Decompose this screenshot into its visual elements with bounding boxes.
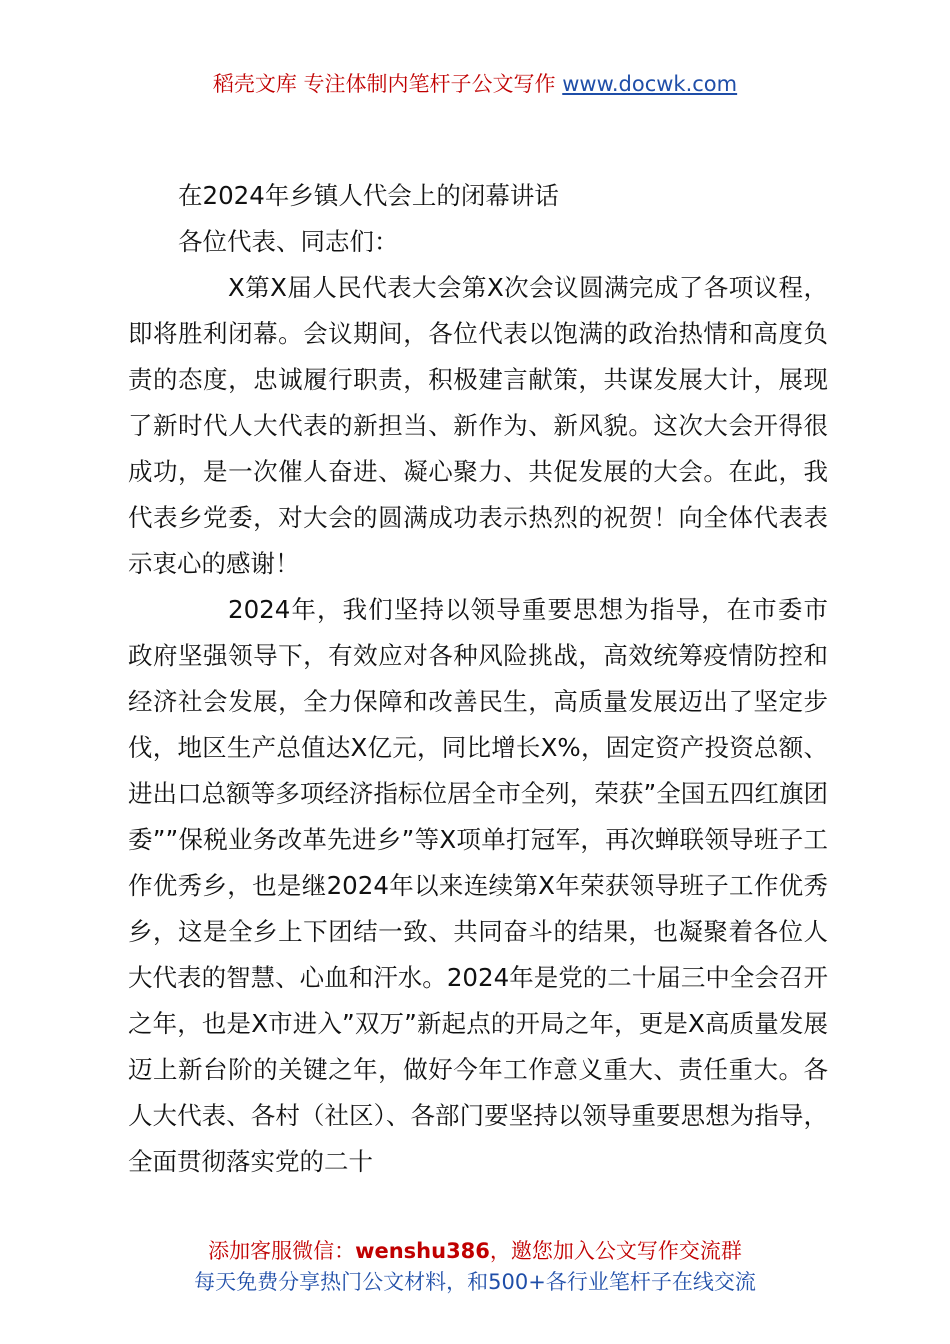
footer-share-line: 每天免费分享热门公文材料，和500+各行业笔杆子在线交流	[194, 1270, 756, 1294]
brand-slogan: 稻壳文库 专注体制内笔杆子公文写作	[212, 72, 556, 96]
footer-contact-line	[0, 1236, 950, 1267]
wechat-id: wenshu386	[355, 1239, 490, 1263]
salutation: 各位代表、同志们：	[178, 227, 399, 256]
footer-contact-suffix: ，邀您加入公文写作交流群	[489, 1239, 742, 1263]
document-title: 在2024年乡镇人代会上的闭幕讲话	[178, 181, 559, 210]
promo-footer	[0, 1236, 950, 1298]
footer-contact-prefix: 添加客服微信：	[208, 1239, 356, 1263]
website-link[interactable]: www.docwk.com	[562, 72, 738, 96]
document-body	[128, 173, 828, 1185]
paragraph: X第X届人民代表大会第X次会议圆满完成了各项议程，即将胜利闭幕。会议期间，各位代表以饱满的政治热情和高度负责的态度，忠诚履行职责，积极建言献策，共谋发展大计，展现了新时代人大代表的新担当、新作为、新风貌。这次大会开得很成功，是一次催人奋进、凝心聚力、共促发展的大会。在此，我代表乡党委，对大会的圆满成功表示热烈的祝贺！向全体代表表示衷心的感谢！	[128, 273, 828, 578]
document-header	[0, 68, 950, 100]
paragraph: 2024年，我们坚持以领导重要思想为指导，在市委市政府坚强领导下，有效应对各种风险挑战，高效统筹疫情防控和经济社会发展，全力保障和改善民生，高质量发展迈出了坚定步伐，地区生产总值达X亿元，同比增长X%，固定资产投资总额、进出口总额等多项经济指标位居全市全列，荣获”全国五四红旗团委””保税业务改革先进乡”等X项单打冠军，再次蝉联领导班子工作优秀乡，也是继2024年以来连续第X年荣获领导班子工作优秀乡，这是全乡上下团结一致、共同奋斗的结果，也凝聚着各位人大代表的智慧、心血和汗水。2024年是党的二十届三中全会召开之年，也是X市进入”双万”新起点的开局之年，更是X高质量发展迈上新台阶的关键之年，做好今年工作意义重大、责任重大。各人大代表、各村（社区）、各部门要坚持以领导重要思想为指导，全面贯彻落实党的二十	[128, 595, 828, 1176]
